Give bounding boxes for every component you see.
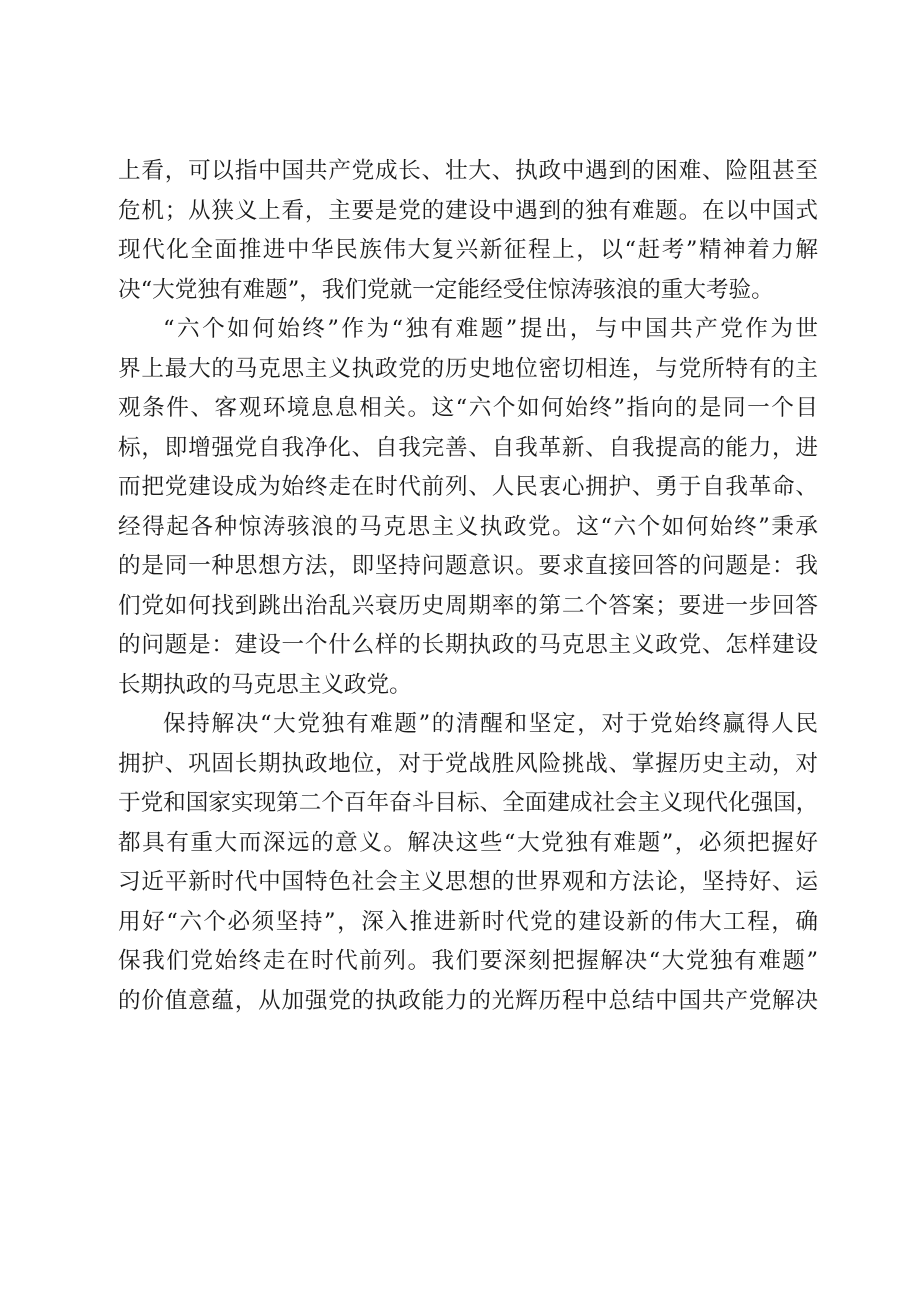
text-line: 习近平新时代中国特色社会主义思想的世界观和方法论，坚持好、运 [118, 869, 818, 895]
text-line: 决“大党独有难题”，我们党就一定能经受住惊涛骇浪的重大考验。 [118, 276, 774, 303]
text-line: 而把党建设成为始终走在时代前列、人民衷心拥护、勇于自我革命、 [118, 474, 818, 500]
text-line: 观条件、客观环境息息相关。这“六个如何始终”指向的是同一个目 [118, 395, 818, 421]
text-line: 经得起各种惊涛骇浪的马克思主义执政党。这“六个如何始终”秉承 [118, 513, 818, 540]
text-line: 都具有重大而深远的意义。解决这些“大党独有难题”，必须把握好 [118, 829, 818, 856]
text-line: 危机；从狭义上看，主要是党的建设中遇到的独有难题。在以中国式 [118, 197, 818, 224]
paragraph-first-line: 保持解决“大党独有难题”的清醒和坚定，对于党始终赢得人民 [163, 711, 818, 737]
text-line: 标，即增强党自我净化、自我完善、自我革新、自我提高的能力，进 [118, 434, 818, 461]
text-line: 界上最大的马克思主义执政党的历史地位密切相连，与党所特有的主 [118, 355, 818, 382]
document-body [118, 152, 818, 1021]
text-line: 们党如何找到跳出治乱兴衰历史周期率的第二个答案；要进一步回答 [118, 592, 818, 619]
text-line: 保我们党始终走在时代前列。我们要深刻把握解决“大党独有难题” [118, 948, 818, 974]
text-line: 长期执政的马克思主义政党。 [118, 671, 412, 698]
text-line: 用好“六个必须坚持”，深入推进新时代党的建设新的伟大工程，确 [118, 908, 818, 935]
paragraph-first-line: “六个如何始终”作为“独有难题”提出，与中国共产党作为世 [163, 316, 818, 342]
text-line: 的是同一种思想方法，即坚持问题意识。要求直接回答的问题是：我 [118, 553, 818, 579]
text-line: 现代化全面推进中华民族伟大复兴新征程上，以“赶考”精神着力解 [118, 237, 818, 263]
text-line: 的价值意蕴，从加强党的执政能力的光辉历程中总结中国共产党解决 [118, 987, 818, 1014]
text-line: 的问题是：建设一个什么样的长期执政的马克思主义政党、怎样建设 [118, 632, 818, 658]
text-line: 拥护、巩固长期执政地位，对于党战胜风险挑战、掌握历史主动，对 [118, 750, 818, 777]
text-line: 于党和国家实现第二个百年奋斗目标、全面建成社会主义现代化强国， [118, 790, 819, 816]
text-line: 上看，可以指中国共产党成长、壮大、执政中遇到的困难、险阻甚至 [118, 158, 818, 184]
